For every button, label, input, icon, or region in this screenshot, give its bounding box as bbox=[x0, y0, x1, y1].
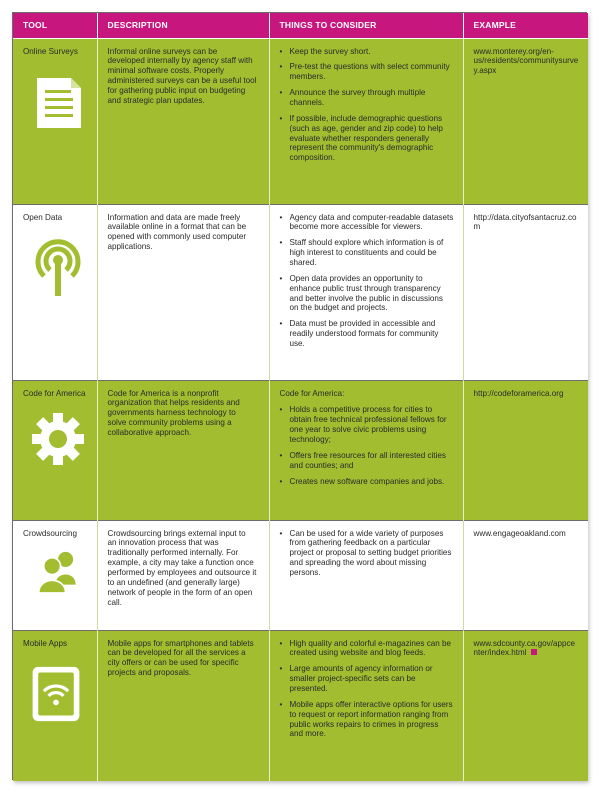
example-link[interactable]: http://codeforamerica.org bbox=[463, 380, 588, 520]
tools-table bbox=[13, 13, 588, 781]
consider-item: • Mobile apps offer interactive options for users to request or report information ranging from public works repairs to crimes in progress and more. bbox=[280, 700, 454, 739]
consider-item: • If possible, include demographic questions (such as age, gender and zip code) to help evaluate whether responders generally represent the community's demographic composition. bbox=[280, 114, 454, 163]
tablet-wifi-icon bbox=[27, 658, 85, 730]
broadcast-tower-icon bbox=[27, 238, 89, 300]
consider-cell bbox=[269, 38, 463, 204]
consider-list bbox=[280, 213, 454, 349]
example-link[interactable]: www.sdcounty.ca.gov/appcenter/index.html bbox=[473, 638, 576, 658]
description-cell: Code for America is a nonprofit organization that helps residents and governments harness technology to solve community problems using a collaborative approach. bbox=[97, 380, 269, 520]
consider-list bbox=[280, 405, 454, 486]
tool-cell bbox=[13, 38, 97, 204]
consider-cell bbox=[269, 520, 463, 630]
tool-cell bbox=[13, 630, 97, 781]
consider-item: • Can be used for a wide variety of purposes from gathering feedback on a particular project or proposal to setting budget priorities and spreading the word about missing persons. bbox=[280, 529, 454, 578]
consider-item: • Announce the survey through multiple channels. bbox=[280, 88, 454, 108]
header-example: EXAMPLE bbox=[463, 13, 588, 38]
tool-cell bbox=[13, 520, 97, 630]
consider-cell bbox=[269, 380, 463, 520]
example-cell bbox=[463, 630, 588, 781]
description-cell: Crowdsourcing brings external input to an innovation process that was traditionally performed internally. For example, a city may take a function once performed by employees and outsource it to an undefined (and generally large) network of people in the form of an open call. bbox=[97, 520, 269, 630]
header-row bbox=[13, 13, 588, 38]
header-tool: TOOL bbox=[13, 13, 97, 38]
consider-intro: Code for America: bbox=[279, 388, 345, 398]
table-row bbox=[13, 380, 588, 520]
table-row bbox=[13, 38, 588, 204]
gear-icon bbox=[27, 408, 89, 470]
example-link[interactable]: http://data.cityofsantacruz.com bbox=[463, 204, 588, 380]
consider-item: • Offers free resources for all interested cities and counties; and bbox=[280, 451, 454, 471]
consider-item: • Open data provides an opportunity to enhance public trust through transparency and better involve the public in discussions on the budget and projects. bbox=[280, 274, 454, 313]
end-marker bbox=[531, 649, 537, 655]
consider-list bbox=[280, 529, 454, 578]
example-link[interactable]: www.monterey.org/en-us/residents/communitysurvey.aspx bbox=[463, 38, 588, 204]
consider-cell bbox=[269, 630, 463, 781]
table-row bbox=[13, 630, 588, 781]
page bbox=[12, 12, 587, 780]
consider-item: • Data must be provided in accessible and readily understood formats for community use. bbox=[280, 319, 454, 349]
tool-name: Online Surveys bbox=[23, 46, 78, 56]
table-row bbox=[13, 520, 588, 630]
consider-item: • Large amounts of agency information or smaller project-specific sets can be presented. bbox=[280, 664, 454, 694]
description-cell: Information and data are made freely available online in a format that can be opened with commonly used computer applications. bbox=[97, 204, 269, 380]
consider-item: • Staff should explore which information is of high interest to constituents and could be shared. bbox=[280, 238, 454, 268]
consider-cell bbox=[269, 204, 463, 380]
consider-item: • Holds a competitive process for cities to obtain free technical professional fellows for one year to solve civic problems using technology; bbox=[280, 405, 454, 444]
table-row bbox=[13, 204, 588, 380]
tool-name: Crowdsourcing bbox=[23, 528, 77, 538]
tool-cell bbox=[13, 204, 97, 380]
survey-document-icon bbox=[27, 72, 89, 134]
consider-item: • Creates new software companies and jobs. bbox=[280, 477, 454, 487]
consider-item: • High quality and colorful e-magazines can be created using website and blog feeds. bbox=[280, 639, 454, 659]
description-cell: Mobile apps for smartphones and tablets can be developed for all the services a city offers or can be used for specific projects and proposals. bbox=[97, 630, 269, 781]
tool-name: Code for America bbox=[23, 388, 86, 398]
description-cell: Informal online surveys can be developed internally by agency staff with minimal software costs. Properly administered surveys can be a useful tool for gathering public input on budgeting and strategic plan updates. bbox=[97, 38, 269, 204]
people-icon bbox=[27, 546, 89, 598]
consider-list bbox=[280, 47, 454, 164]
consider-list bbox=[280, 639, 454, 740]
consider-item: • Agency data and computer-readable datasets become more accessible for viewers. bbox=[280, 213, 454, 233]
tool-name: Open Data bbox=[23, 212, 63, 222]
example-link[interactable]: www.engageoakland.com bbox=[463, 520, 588, 630]
header-consider: THINGS TO CONSIDER bbox=[269, 13, 463, 38]
tool-cell bbox=[13, 380, 97, 520]
header-description: DESCRIPTION bbox=[97, 13, 269, 38]
consider-item: • Pre-test the questions with select community members. bbox=[280, 62, 454, 82]
consider-item: • Keep the survey short. bbox=[280, 47, 454, 57]
tool-name: Mobile Apps bbox=[23, 638, 68, 648]
